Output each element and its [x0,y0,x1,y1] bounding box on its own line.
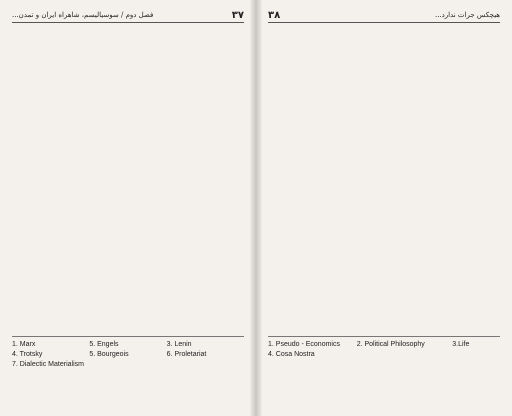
right-page-header [268,8,500,23]
footnote: 7. Dialectic Materialism [12,361,84,368]
footnote: 1. Marx [12,341,36,348]
left-footnotes [12,336,244,370]
footnote: 5. Engels [89,341,119,348]
left-running-title: فصل دوم / سوسیالیسم، شاهراه ایران و تمدن... [12,11,154,19]
footnote: 4. Cosa Nostra [268,351,315,358]
footnote: 5. Bourgeois [89,351,129,358]
right-running-title: هیچکس جرات ندارد... [434,11,500,19]
footnote: 6. Proletariat [166,351,207,358]
left-page-header [12,8,244,23]
footnote: 3. Lenin [166,341,192,348]
footnote: 4. Trotsky [12,351,43,358]
footnote: 2. Political Philosophy [356,341,425,348]
left-body-text [12,29,244,331]
right-page-number: ۳۸ [268,9,281,21]
footnote: 3.Life [452,341,470,348]
right-footnotes [268,336,500,360]
left-page-number: ۳۷ [231,9,244,21]
right-page [256,0,512,416]
footnote: 1. Pseudo - Economics [268,341,340,348]
right-body-text [268,29,500,331]
book-gutter [250,0,262,416]
